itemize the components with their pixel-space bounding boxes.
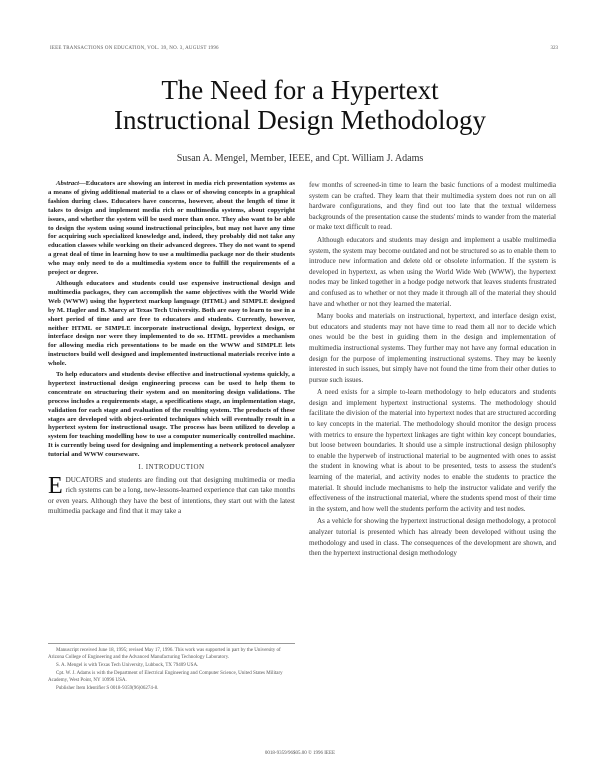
left-column (48, 180, 295, 519)
abstract-lead: Abstract— (56, 180, 86, 187)
copyright-footer: 0018-9359/96$05.00 © 1996 IEEE (264, 751, 336, 756)
footnote-author-1: S. A. Mengel is with Texas Tech University, Lubbock, TX 79409 USA. (56, 663, 199, 668)
intro-paragraph-1 (48, 472, 295, 517)
page-number: 323 (550, 46, 558, 51)
right-column (309, 180, 556, 561)
footnote-publisher-id: Publisher Item Identifier S 0018-9359(96)06274-8. (56, 686, 159, 691)
abstract-text-1: Educators are showing an interest in media rich presentation systems as a means of giving additional material to a class or of showing concepts in a graphical fashion during class. Educators have concerns, however, about the length of time it takes to design and implement media rich or multimedia systems, about copyright issues, and whether the system will be used more than once. They also want to be able to design the system using sound instructional principles, but may not have any time for acquiring such specialized knowledge and, indeed, they probably did not take any education classes while working on their advanced degrees. They do not want to spend a great deal of time in learning how to use a multimedia package nor do their students who may only need to do a multimedia system once to fulfill the requirements of a project or degree. (48, 180, 295, 277)
paper-title-line-2: Instructional Design Methodology (114, 105, 486, 135)
right-paragraph-2: Although educators and students may design and implement a usable multimedia system, the system may become outdated and not be structured so as to enable them to introduce new information and delete old or obsolete information. If the system is developed in hypertext, as when using the World Wide Web (WWW), the hypertext nodes may be linked together in a hodge podge network that leaves students frustrated and confused as to whether or not they made it through all of the material they should have and whether or not they learned the material. (309, 235, 556, 308)
authors-line: Susan A. Mengel, Member, IEEE, and Cpt. William J. Adams (176, 153, 424, 164)
abstract-paragraph-1 (48, 180, 295, 278)
paper-title-line-1: The Need for a Hypertext (161, 75, 439, 105)
abstract-paragraph-3: To help educators and students devise effective and instructional systems quickly, a hypertext instructional design engineering process can be used to help them to concentrate on structuring their system and on monitoring design validations. The process includes a requirements stage, a specifications stage, an implementation stage, validation for each stage and evaluation of the resulting system. The products of these stages are developed with object-oriented techniques which will eventually result in a hypertext system for instructional usage. The process has been utilized to develop a system for teaching modelling how to use a computer numerically controlled machine. It is currently being used for designing and implementing a network protocol analyzer tutorial and WWW courseware. (48, 371, 295, 459)
running-header: IEEE TRANSACTIONS ON EDUCATION, VOL. 39, NO. 3, AUGUST 1996 (50, 46, 219, 51)
right-paragraph-4: A need exists for a simple to-learn methodology to help educators and students design and implement hypertext instructional systems. The methodology should facilitate the division of the material into hypertext nodes that are structured according to key concepts in the material. The methodology should monitor the design process with metrics to ensure the hypertext linkages are tight within key concept boundaries, but loose between boundaries. It should use a simple instructional design philosophy to enable the hyperweb of instructional material to be augmented with ones to assist the student in knowing what is about to be presented, tests to assess the student's learning of the material, and activity nodes to enable the students to practice the material. It should include mechanisms to help the instructor validate and verify the effectiveness of the instructional material, where the students spend most of their time in the system, and how well the students perform the activity and test nodes. (309, 388, 556, 513)
footnote-manuscript: Manuscript received June 18, 1995; revised May 17, 1996. This work was supported in part by the University of Arizona College of Engineering and the Advanced Manufacturing Technology Laboratory. (48, 648, 281, 660)
drop-cap: E (48, 472, 63, 499)
right-paragraph-5: As a vehicle for showing the hypertext instructional design methodology, a protocol analyzer tutorial is presented which has already been developed without using the methodology and used in class. The consequences of the development are shown, and then the hypertext instructional design methodology (309, 517, 556, 558)
abstract-paragraph-2: Although educators and students could use expensive instructional design and multimedia packages, they can accomplish the same objectives with the World Wide Web (WWW) using the hypertext markup language (HTML) and SIMPLE designed by M. Hagler and B. Marcy at Texas Tech University. Both are easy to learn to use in a short period of time and are free to educators and students. Currently, however, neither HTML or SIMPLE incorporate instructional design, hypertext design, or interface design nor were they implemented to do so. HTML provides a mechanism for allowing media rich presentations to be made on the WWW and SIMPLE lets instructors build well designed and implemented instructional materials receive into a whole. (48, 279, 295, 368)
footnote-author-2: Cpt. W. J. Adams is with the Department of Electrical Engineering and Computer Science, United States Military Academy, West Point, NY 10996 USA. (48, 671, 283, 683)
abstract (48, 180, 295, 460)
section-heading-introduction: I. INTRODUCTION (138, 463, 205, 472)
intro-text-1: DUCATORS and students are finding out that designing multimedia or media rich systems can be a long, new-lessons-learned experience that can take months or even years. Although they have the best of intentions, they start out with the latest multimedia package and find that it may take a (48, 475, 295, 516)
right-paragraph-3: Many books and materials on instructional, hypertext, and interface design exist, but educators and students may not have time to read them all nor to decide which ones would be the best in guiding them in the design and implementation of multimedia instructional systems. They further may not have any formal education in design for the purpose of implementing instructional systems. They may be keenly interested in such issues, but simply have not found the time from their other duties to pursue such issues. (309, 312, 556, 384)
footnotes (48, 643, 295, 693)
right-paragraph-1: few months of screened-in time to learn the basic functions of a modest multimedia system can be crafted. They learn that their multimedia system does not run on all hardware configurations, and they find out too late that the textual wilderness backgrounds of the presentation cause the students' minds to wander from the material or make text difficult to read. (309, 181, 556, 232)
